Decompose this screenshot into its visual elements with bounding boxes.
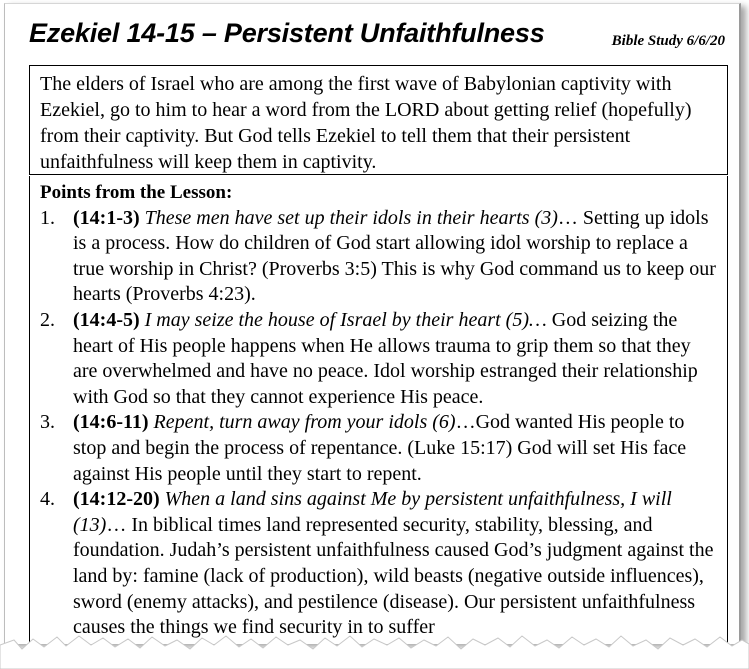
item-number: 1. — [40, 206, 55, 229]
point-text: … In biblical times land represented security, stability, blessing, and foundation. Judah’s persistent unfaithfulness caused God’s judgment against the land by: famine (lack of production), wild beasts (negative outside influences), sword (enemy attacks), and pestilence (disease). Our persistent unfaithfulness causes the things we find security in to suffer — [73, 513, 714, 639]
scripture-reference: (14:4-5) — [73, 308, 140, 331]
points-list — [40, 206, 719, 641]
list-item — [40, 308, 719, 410]
scripture-reference: (14:6-11) — [73, 411, 149, 434]
item-number: 4. — [40, 488, 55, 511]
torn-paper-edge — [0, 618, 749, 669]
item-number: 2. — [40, 308, 55, 331]
lesson-points-box — [29, 176, 728, 656]
study-date: Bible Study 6/6/20 — [611, 33, 725, 49]
points-heading: Points from the Lesson: — [40, 182, 233, 203]
summary-text: The elders of Israel who are among the first wave of Babylonian captivity with Ezekiel, go to him to hear a word from the LORD about getting relief (hopefully) from their captivity. But God tells Ezekiel to tell them that their persistent unfaithfulness will keep them in captivity. — [40, 73, 692, 173]
document-page — [4, 3, 741, 644]
point-text: God seizing the heart of His people happens when He allows trauma to grip them so that they are overwhelmed and have no peace. Idol worship estranged their relationship with God so that they cannot experience His peace. — [73, 308, 698, 408]
summary-box — [29, 65, 728, 175]
list-item — [40, 206, 719, 308]
scripture-reference: (14:1-3) — [73, 206, 140, 229]
scripture-quote: When a land sins against Me by persistent unfaithfulness, I will (13) — [73, 488, 672, 536]
page-title: Ezekiel 14-15 – Persistent Unfaithfulness — [29, 18, 545, 48]
scripture-quote: I may seize the house of Israel by their heart (5)… — [144, 308, 547, 331]
point-text: …God wanted His people to stop and begin the process of repentance. (Luke 15:17) God will set His face against His people until they start to repent. — [73, 411, 687, 485]
item-number: 3. — [40, 411, 55, 434]
list-item — [40, 410, 719, 487]
point-text: … Setting up idols is a process. How do children of God start allowing idol worship to replace a true worship in Christ? (Proverbs 3:5) This is why God command us to keep our hearts (Proverbs 4:23). — [73, 206, 716, 306]
scripture-quote: These men have set up their idols in their hearts (3) — [144, 206, 558, 229]
scripture-quote: Repent, turn away from your idols (6) — [153, 411, 456, 434]
scripture-reference: (14:12-20) — [73, 488, 160, 511]
